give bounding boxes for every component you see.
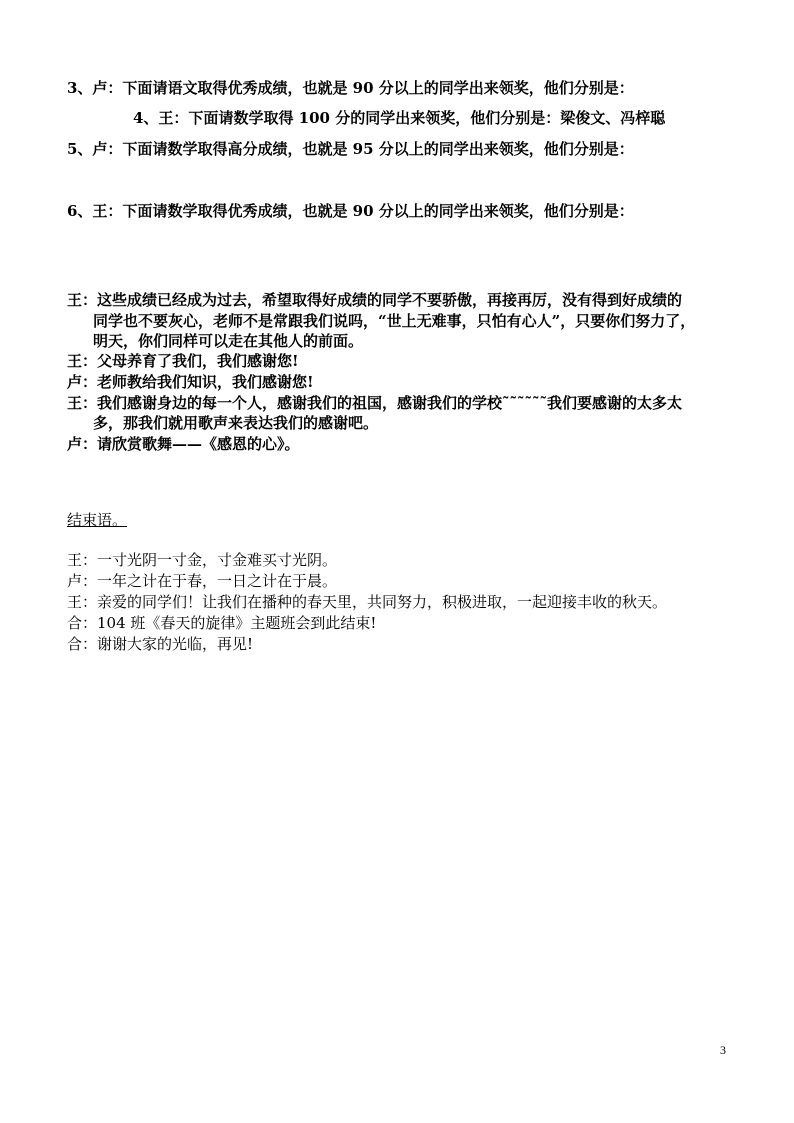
closing-heading: 结束语。 xyxy=(67,511,128,529)
closing-line: 合：104 班《春天的旋律》主题班会到此结束! xyxy=(67,614,377,632)
closing-line: 卢：一年之计在于春，一日之计在于晨。 xyxy=(67,572,338,590)
dialogue-line: 同学也不要灰心，老师不是常跟我们说吗，“世上无难事，只怕有心人”，只要你们努力了， xyxy=(93,312,696,330)
dialogue-line: 王：这些成绩已经成为过去，希望取得好成绩的同学不要骄傲，再接再厉，没有得到好成绩的 xyxy=(67,291,683,309)
page-number: 3 xyxy=(720,1043,726,1057)
dialogue-line: 王：我们感谢身边的每一个人，感谢我们的祖国，感谢我们的学校˜˜˜˜˜˜我们要感谢的太多太 xyxy=(67,394,683,412)
award-line-6: 6、王：下面请数学取得优秀成绩，也就是 90 分以上的同学出来领奖，他们分别是： xyxy=(67,202,634,220)
dialogue-line: 王：父母养育了我们，我们感谢您! xyxy=(67,352,299,370)
closing-line: 王：一寸光阴一寸金，寸金难买寸光阴。 xyxy=(67,551,338,569)
award-line-4: 4、王：下面请数学取得 100 分的同学出来领奖，他们分别是：梁俊文、冯梓聪 xyxy=(133,109,666,127)
dialogue-line: 卢：老师教给我们知识，我们感谢您! xyxy=(67,373,314,391)
closing-line: 合：谢谢大家的光临，再见! xyxy=(67,635,254,653)
dialogue-line: 明天，你们同样可以走在其他人的前面。 xyxy=(93,332,364,350)
dialogue-line: 卢：请欣赏歌舞——《感恩的心》。 xyxy=(67,435,300,453)
closing-line: 王：亲爱的同学们！让我们在播种的春天里，共同努力，积极进取，一起迎接丰收的秋天。 xyxy=(67,593,668,611)
award-line-3: 3、卢：下面请语文取得优秀成绩，也就是 90 分以上的同学出来领奖，他们分别是： xyxy=(67,79,634,97)
dialogue-line: 多，那我们就用歌声来表达我们的感谢吧。 xyxy=(93,414,379,432)
award-line-5: 5、卢：下面请数学取得高分成绩，也就是 95 分以上的同学出来领奖，他们分别是： xyxy=(67,140,634,158)
